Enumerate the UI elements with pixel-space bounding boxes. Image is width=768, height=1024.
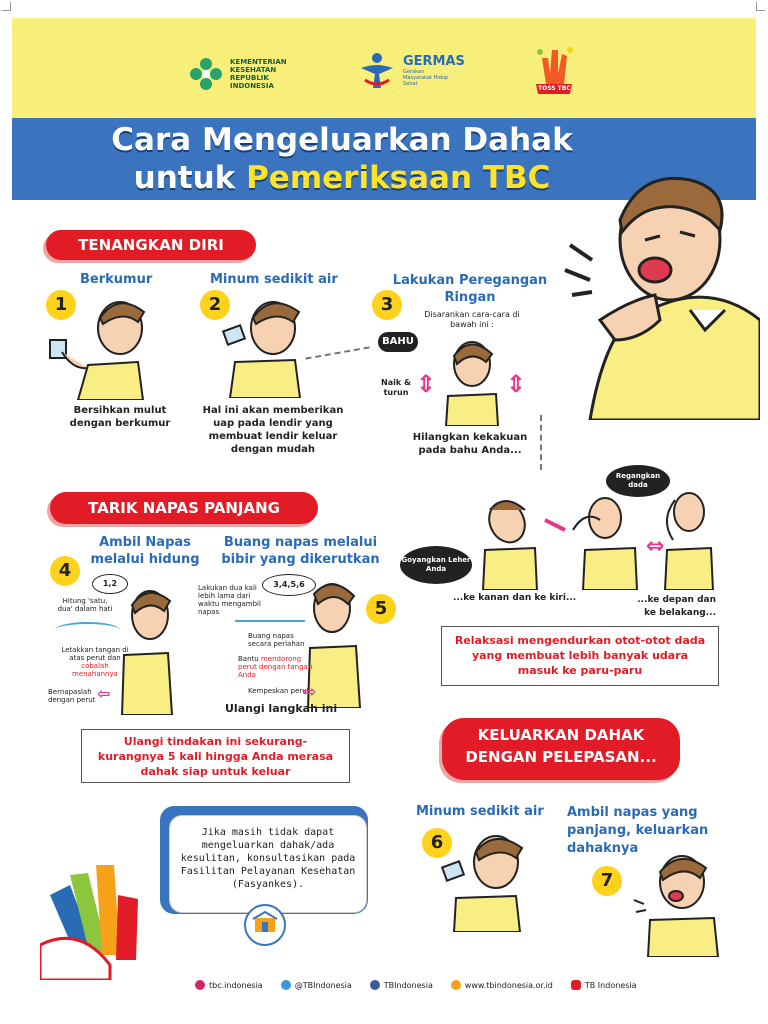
twitter-icon (281, 980, 291, 990)
bahu-badge: BAHU (378, 332, 418, 352)
ministry-logo (188, 56, 287, 92)
step-5-lakukan: Lakukan dua kali lebih lama dari waktu mengambil napas (198, 584, 261, 616)
step-4-perut: Bernapaslah dengan perut (48, 688, 96, 704)
youtube-icon (571, 980, 581, 990)
step-4-title-b: melalui hidung (90, 552, 200, 567)
step-5-title (218, 534, 383, 568)
step-4-title-a: Ambil Napas (99, 535, 191, 550)
germas-logo (357, 50, 465, 90)
consult-text: Jika masih tidak dapat mengeluarkan dahak/ada kesulitan, konsultasikan pada Fasilitan Pelayanan Kesehatan (Fasyankes). (180, 827, 356, 890)
footer-instagram-text: tbc.indonesia (209, 980, 263, 990)
step-3-title-b: Ringan (444, 290, 496, 305)
footer-twitter-text: @TBIndonesia (294, 980, 352, 990)
germas-figure-icon (357, 50, 397, 90)
relaksasi-note (441, 626, 719, 686)
step-3-title-a: Lakukan Peregangan (392, 273, 548, 288)
step-7-title-a: Ambil napas yang (567, 805, 698, 820)
count-bubble-1: 1,2 (92, 574, 128, 594)
globe-icon (451, 980, 461, 990)
step-6-title: Minum sedikit air (416, 804, 544, 819)
drinking-man-illustration (215, 290, 315, 398)
left-right-arrow-icon: ⇔ (646, 534, 665, 559)
step-7-number: 7 (592, 866, 622, 896)
footer-facebook[interactable] (370, 980, 433, 990)
up-down-arrow-right-icon: ⇕ (506, 370, 527, 398)
step-1-number: 1 (46, 290, 76, 320)
section-3-line-b: DENGAN PELEPASAN... (465, 748, 657, 766)
naik-turun-label: Naik & turun (381, 378, 411, 397)
ulangi-text: Ulangi tindakan ini sekurang-kurangnya 5 kali hingga Anda merasa dahak siap untuk keluar (97, 735, 334, 778)
instagram-icon (195, 980, 205, 990)
section-keluarkan-dahak (442, 718, 680, 780)
step-4-letakkan-text: Letakkan tangan di atas perut dan (61, 646, 129, 662)
ministry-leaf-icon (188, 56, 224, 92)
clinic-icon (244, 904, 286, 946)
step-6-number: 6 (422, 828, 452, 858)
step-5-number: 5 (366, 594, 396, 624)
step-4-number: 4 (50, 556, 80, 586)
step-4-cobalah: cobalah menahannya (72, 662, 118, 678)
inhale-air-swirl (55, 622, 120, 638)
footer-instagram[interactable] (195, 980, 263, 990)
exhale-arrow (235, 620, 305, 622)
step-7-title-c: dahaknya (567, 841, 639, 856)
section-tarik-napas: TARIK NAPAS PANJANG (50, 492, 318, 524)
neck-chest-stretch-illustration (455, 490, 715, 590)
step-1-caption: Bersihkan mulut dengan berkumur (69, 405, 171, 429)
step-2-number: 2 (200, 290, 230, 320)
step-4-title (90, 534, 200, 568)
step-1-title: Berkumur (80, 272, 153, 287)
step-5-title-b: bibir yang dikerutkan (221, 552, 380, 567)
toss-tbc-logo (532, 44, 576, 96)
goyangkan-badge: Goyangkan Leher Anda (400, 546, 472, 584)
ministry-logo-text: KEMENTERIAN KESEHATAN REPUBLIK INDONESIA (230, 58, 287, 90)
title-highlight: Pemeriksaan TBC (246, 160, 551, 196)
relaksasi-text: Relaksasi mengendurkan otot-otot dada yang membuat lebih banyak udara masuk ke paru-paru (454, 634, 706, 677)
dashed-arrow-2 (540, 415, 544, 470)
step-4-letakkan (60, 646, 130, 678)
step-2-title: Minum sedikit air (210, 272, 338, 287)
germas-tagline: Gerakan Masyarakat Hidup Sehat (403, 68, 449, 87)
step-3-sub: Disarankan cara-cara di bawah ini : (424, 310, 520, 329)
step-3-number: 3 (372, 290, 402, 320)
left-arrow-icon: ⇦ (97, 684, 111, 703)
step-5-ulangi: Ulangi langkah ini (225, 702, 338, 715)
step-4-hitung: Hitung 'satu, dua' dalam hati (57, 597, 113, 613)
section-3-line-a: KELUARKAN DAHAK (477, 726, 645, 744)
step-3-title (380, 272, 560, 306)
footer-facebook-text: TBIndonesia (383, 980, 433, 990)
step-5-kempeskan: Kempeskan perut (248, 687, 310, 695)
step-5-buang: Buang napas secara perlahan (248, 632, 305, 648)
crop-mark (756, 2, 765, 11)
toss-logo-text: TOSS TBC (538, 85, 571, 92)
step-7-title-b: panjang, keluarkan (567, 823, 709, 838)
footer-twitter[interactable] (281, 980, 352, 990)
regangkan-badge: Regangkan dada (606, 465, 670, 497)
up-down-arrow-left-icon: ⇕ (416, 370, 437, 398)
depan-belakang-label: ...ke depan dan ke belakang... (637, 595, 716, 618)
social-footer (195, 980, 637, 990)
crop-mark (2, 2, 11, 11)
step-7-title (567, 804, 708, 858)
step-5-bantu (238, 655, 313, 679)
coughing-man-2-illustration (630, 852, 730, 957)
gargling-man-illustration (48, 290, 163, 400)
coughing-man-illustration (560, 170, 760, 420)
shoulder-stretch-illustration (440, 336, 504, 426)
footer-youtube-text: TB Indonesia (584, 980, 637, 990)
title-line-2-a: untuk (133, 160, 247, 196)
facebook-icon (370, 980, 380, 990)
step-5-title-a: Buang napas melalui (223, 535, 378, 550)
right-arrow-icon: ⇨ (303, 682, 317, 701)
kanan-kiri-label: ...ke kanan dan ke kiri... (453, 593, 577, 603)
step-5-bantu-text: Bantu (238, 655, 259, 663)
step-5-mendorong: mendorong perut dengan tangan Anda (238, 655, 313, 679)
drinking-man-2-illustration (436, 830, 536, 932)
footer-website[interactable] (451, 980, 553, 990)
ulangi-note (81, 729, 350, 783)
germas-logo-text: GERMAS (403, 53, 465, 69)
step-3-caption: Hilangkan kekakuan pada bahu Anda... (412, 432, 528, 456)
footer-website-text: www.tbindonesia.or.id (464, 980, 553, 990)
header-band (12, 18, 756, 118)
title-line-1: Cara Mengeluarkan Dahak (111, 122, 573, 158)
step-2-caption: Hal ini akan memberikan uap pada lendir yang membuat lendir keluar dengan mudah (202, 405, 344, 455)
count-bubble-2: 3,4,5,6 (262, 574, 316, 596)
section-tenangkan-diri: TENANGKAN DIRI (46, 230, 256, 260)
colorful-hands-decoration (40, 855, 160, 980)
footer-youtube[interactable] (571, 980, 637, 990)
consult-card (170, 816, 366, 912)
